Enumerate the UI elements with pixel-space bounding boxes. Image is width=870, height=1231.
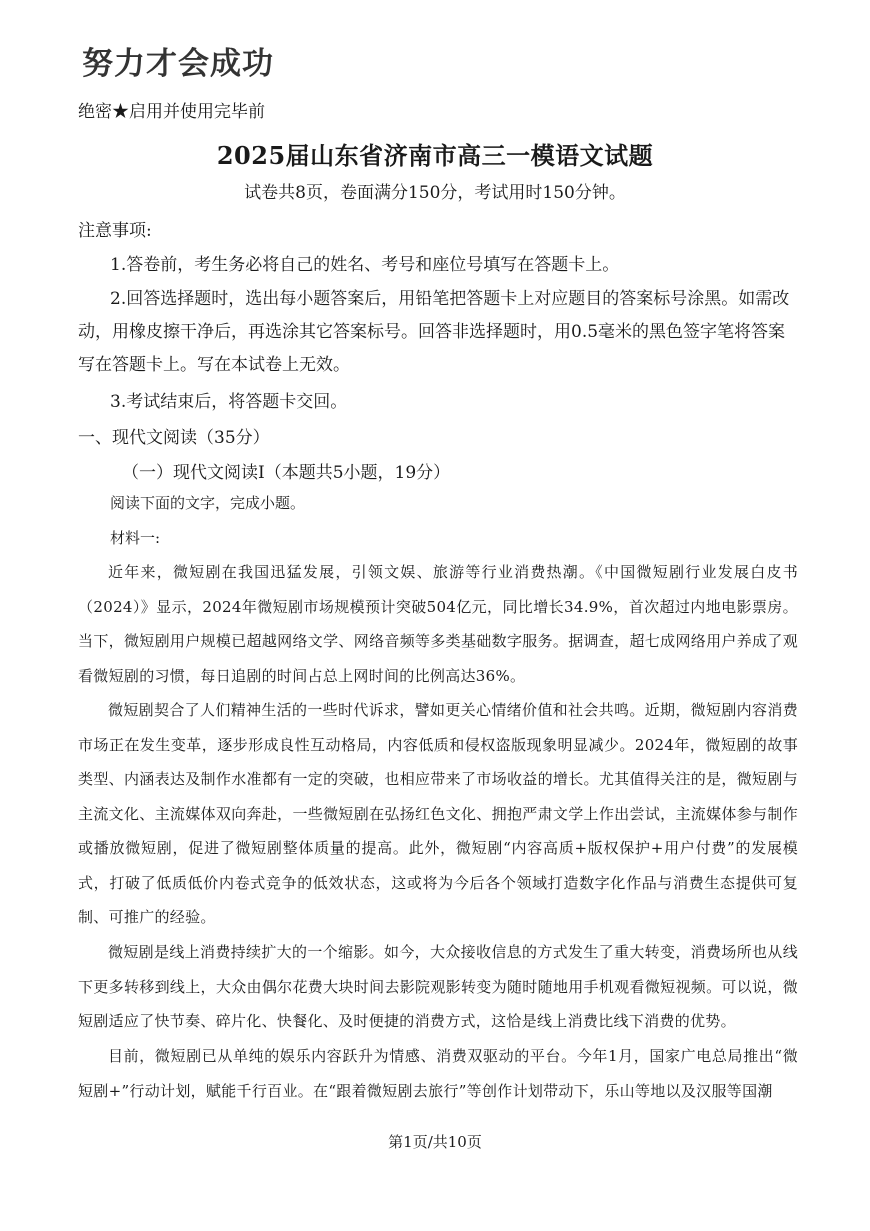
section-heading: 一、现代文阅读（35分） [78, 428, 270, 448]
paragraph: 微短剧是线上消费持续扩大的一个缩影。如今，大众接收信息的方式发生了重大转变，消费场所也从线下更多转移到线上，大众由偶尔花费大块时间去影院观影转变为随时随地用手机观看微短视频。可以说，微短剧适应了快节奏、碎片化、快餐化、及时便捷的消费方式，这恰是线上消费比线下消费的优势。 [78, 943, 798, 1030]
page-title: 2025届山东省济南市高三一模语文试题 [216, 141, 654, 170]
material-label: 材料一: [110, 529, 161, 547]
notice-heading: 注意事项: [78, 221, 152, 241]
notice-item: 3.考试结束后，将答题卡交回。 [110, 392, 348, 412]
paragraph: 微短剧契合了人们精神生活的一些时代诉求，譬如更关心情绪价值和社会共鸣。近期，微短剧内容消费市场正在发生变革，逐步形成良性互动格局，内容低质和侵权盗版现象明显减少。2024年，微短剧的故事类型、内涵表达及制作水准都有一定的突破，也相应带来了市场收益的增长。尤其值得关注的是，微短剧与主流文化、主流媒体双向奔赴，一些微短剧在弘扬红色文化、拥抱严肃文学上作出尝试，主流媒体参与制作或播放微短剧，促进了微短剧整体质量的提高。此外，微短剧“内容高质+版权保护+用户付费”的发展模式，打破了低质低价内卷式竞争的低效状态，这或将为今后各个领域打造数字化作品与消费生态提供可复制、可推广的经验。 [78, 701, 798, 926]
reading-instruction: 阅读下面的文字，完成小题。 [110, 494, 306, 512]
notice-item: 2.回答选择题时，选出每小题答案后，用铅笔把答题卡上对应题目的答案标号涂黑。如需改动，用橡皮擦干净后，再选涂其它答案标号。回答非选择题时，用0.5毫米的黑色签字笔将答案写在答题卡上。写在本试卷上无效。 [78, 289, 790, 375]
paragraph: 目前，微短剧已从单纯的娱乐内容跃升为情感、消费双驱动的平台。今年1月，国家广电总局推出“微短剧+”行动计划，赋能千行百业。在“跟着微短剧去旅行”等创作计划带动下，乐山等地以及汉服等国潮 [78, 1047, 798, 1100]
secret-note: 绝密★启用并使用完毕前 [78, 102, 265, 122]
paragraph: 近年来，微短剧在我国迅猛发展，引领文娱、旅游等行业消费热潮。《中国微短剧行业发展白皮书（2024）》显示，2024年微短剧市场规模预计突破504亿元，同比增长34.9%，首次超过内地电影票房。当下，微短剧用户规模已超越网络文学、网络音频等多类基础数字服务。据调查，超七成网络用户养成了观看微短剧的习惯，每日追剧的时间占总上网时间的比例高达36%。 [78, 563, 798, 685]
exam-info: 试卷共8页，卷面满分150分，考试用时150分钟。 [244, 183, 626, 203]
subsection-heading: （一）现代文阅读Ⅰ（本题共5小题，19分） [122, 463, 451, 483]
watermark-text: 努力才会成功 [82, 46, 274, 82]
page-number: 第1页/共10页 [388, 1133, 482, 1151]
notice-item: 1.答卷前，考生务必将自己的姓名、考号和座位号填写在答题卡上。 [110, 255, 620, 275]
